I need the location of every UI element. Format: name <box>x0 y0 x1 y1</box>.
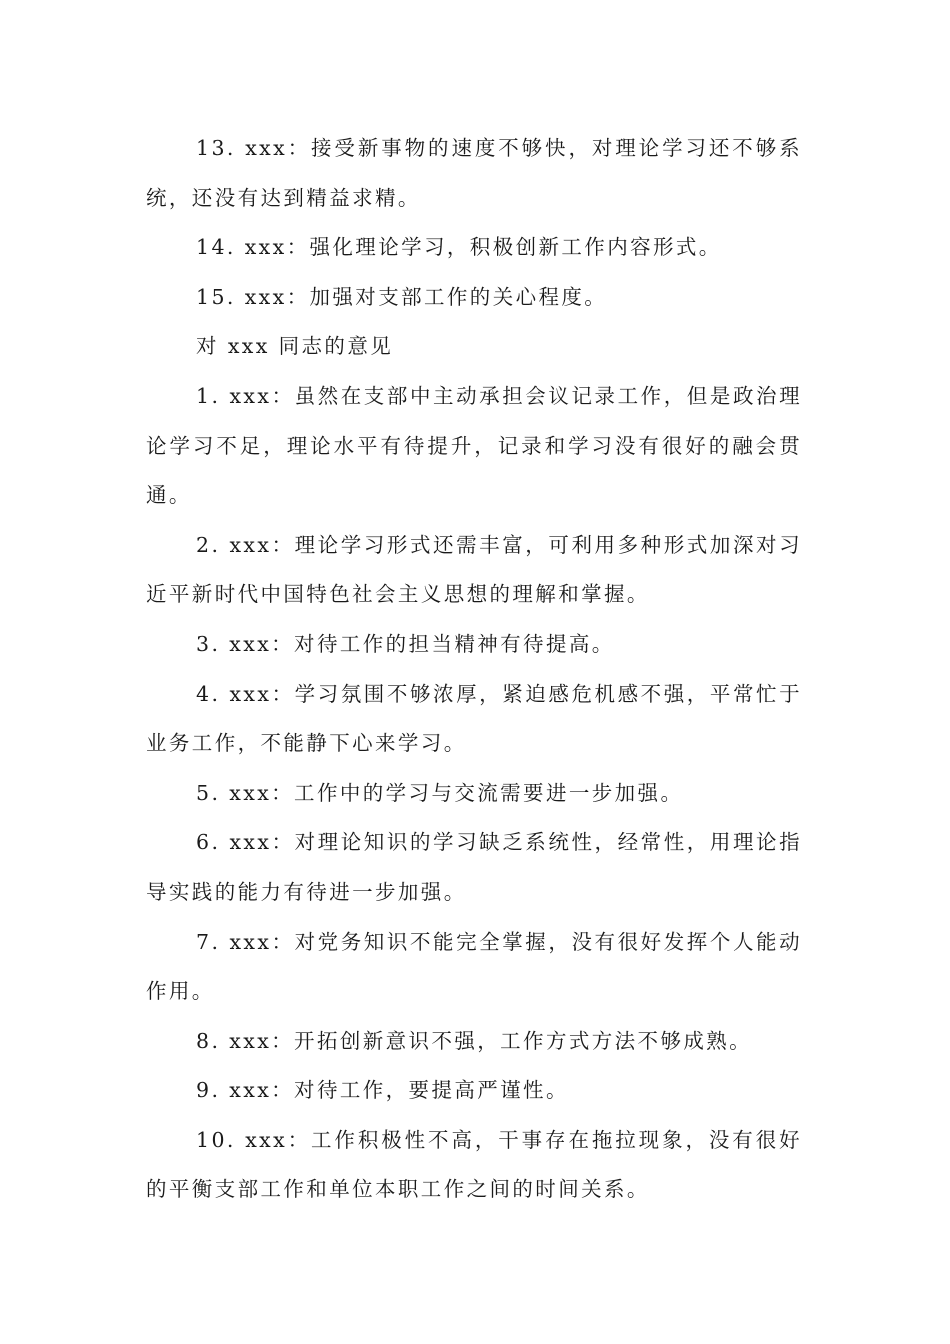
paragraph-opinion-14: 14. xxx：强化理论学习，积极创新工作内容形式。 <box>196 235 722 260</box>
paragraph-opinion-7: 7. xxx：对党务知识不能完全掌握，没有很好发挥个人能动作用。 <box>146 929 802 1004</box>
paragraph-opinion-6: 6. xxx：对理论知识的学习缺乏系统性，经常性，用理论指导实践的能力有待进一步加强。 <box>146 830 802 904</box>
paragraph-opinion-13: 13. xxx：接受新事物的速度不够快，对理论学习还不够系统，还没有达到精益求精。 <box>146 136 802 210</box>
paragraph-opinion-15: 15. xxx：加强对支部工作的关心程度。 <box>196 284 608 309</box>
paragraph-opinion-1: 1. xxx：虽然在支部中主动承担会议记录工作，但是政治理论学习不足，理论水平有待提升，记录和学习没有很好的融会贯通。 <box>146 383 802 508</box>
paragraph-opinion-3: 3. xxx：对待工作的担当精神有待提高。 <box>196 631 615 656</box>
document-body <box>146 124 802 1215</box>
paragraph-opinion-2: 2. xxx：理论学习形式还需丰富，可利用多种形式加深对习近平新时代中国特色社会主义思想的理解和掌握。 <box>146 532 802 607</box>
paragraph-opinion-5: 5. xxx：工作中的学习与交流需要进一步加强。 <box>196 780 684 805</box>
section-heading: 对 xxx 同志的意见 <box>196 334 394 359</box>
paragraph-opinion-8: 8. xxx：开拓创新意识不强，工作方式方法不够成熟。 <box>196 1028 753 1053</box>
paragraph-opinion-9: 9. xxx：对待工作，要提高严谨性。 <box>196 1078 569 1103</box>
paragraph-opinion-10: 10. xxx：工作积极性不高，干事存在拖拉现象，没有很好的平衡支部工作和单位本职工作之间的时间关系。 <box>146 1127 802 1202</box>
paragraph-opinion-4: 4. xxx：学习氛围不够浓厚，紧迫感危机感不强，平常忙于业务工作，不能静下心来学习。 <box>146 681 802 756</box>
